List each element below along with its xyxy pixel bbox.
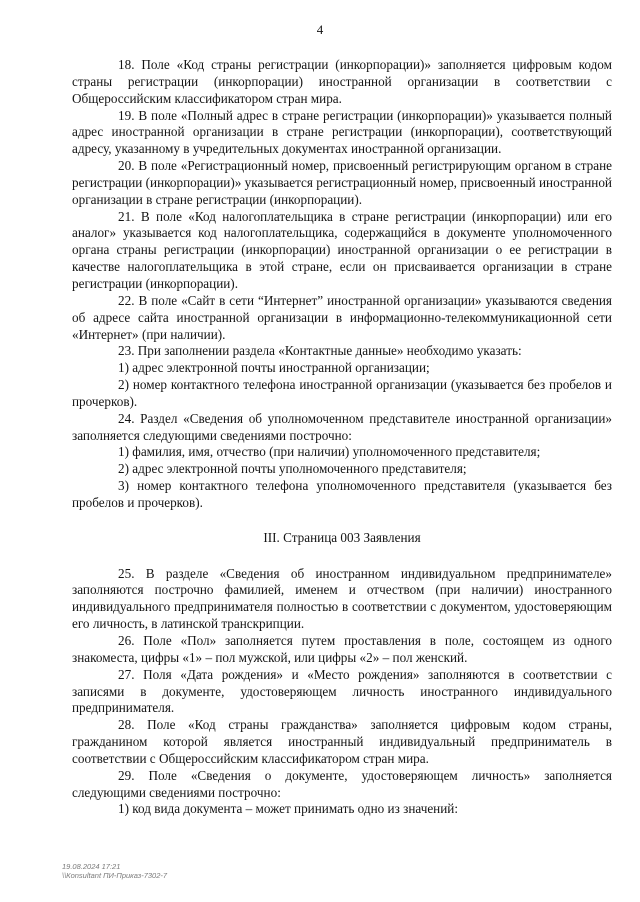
paragraph-24: 24. Раздел «Сведения об уполномоченном представителе иностранной организации» заполняется следующими сведениями построчно: bbox=[72, 410, 612, 443]
paragraph-20: 20. В поле «Регистрационный номер, присвоенный регистрирующим органом в стране регистрации (инкорпорации)» указывается регистрационный номер, присвоенный иностранной организации в стране регистрации (инкорпорации). bbox=[72, 158, 612, 207]
list-item: 1) адрес электронной почты иностранной организации; bbox=[118, 360, 430, 376]
page-number: 4 bbox=[316, 22, 324, 37]
paragraph-18: 18. Поле «Код страны регистрации (инкорпорации)» заполняется цифровым кодом страны регистрации (инкорпорации) иностранной организации в соответствии с Общероссийским классификатором стран мира. bbox=[72, 57, 612, 106]
footer-timestamp: 19.08.2024 17:21 bbox=[62, 862, 121, 871]
paragraph-29: 29. Поле «Сведения о документе, удостоверяющем личность» заполняется следующими сведениями построчно: bbox=[72, 767, 612, 800]
paragraph-26: 26. Поле «Пол» заполняется путем проставления в поле, состоящем из одного знакоместа, цифры «1» – пол мужской, или цифры «2» – пол женский. bbox=[72, 633, 612, 665]
document-body bbox=[72, 57, 612, 818]
list-item: 3) номер контактного телефона уполномоченного представителя (указывается без пробелов и прочерков). bbox=[72, 478, 612, 510]
paragraph-28: 28. Поле «Код страны гражданства» заполняется цифровым кодом страны, гражданином которой является иностранный индивидуальный предприниматель в соответствии с Общероссийским классификатором стран мира. bbox=[72, 717, 612, 766]
footer-file-path: \\Кonsultant ПИ-Приказ-7302-7 bbox=[62, 871, 168, 880]
paragraph-25: 25. В разделе «Сведения об иностранном индивидуальном предпринимателе» заполняются построчно фамилией, именем и отчеством (при наличии) иностранного индивидуального предпринимателя полностью в соответствии с документом, удостоверяющим его личность, в латинской транскрипции. bbox=[72, 565, 612, 632]
paragraph-23: 23. При заполнении раздела «Контактные данные» необходимо указать: bbox=[118, 343, 522, 359]
list-item: 2) адрес электронной почты уполномоченного представителя; bbox=[118, 461, 467, 477]
paragraph-22: 22. В поле «Сайт в сети “Интернет” иностранной организации» указываются сведения об адресе сайта иностранной организации в информационно-телекоммуникационной сети «Интернет» (при наличии). bbox=[72, 292, 612, 342]
list-item: 2) номер контактного телефона иностранной организации (указывается без пробелов и прочерков). bbox=[72, 377, 612, 409]
paragraph-27: 27. Поля «Дата рождения» и «Место рождения» заполняются в соответствии с записями в документе, удостоверяющем личность иностранного индивидуального предпринимателя. bbox=[72, 666, 612, 716]
section-heading: III. Страница 003 Заявления bbox=[263, 529, 421, 545]
list-item: 1) фамилия, имя, отчество (при наличии) уполномоченного представителя; bbox=[118, 444, 541, 460]
footer-stamp bbox=[62, 862, 167, 880]
list-item: 1) код вида документа – может принимать одно из значений: bbox=[118, 801, 459, 817]
paragraph-21: 21. В поле «Код налогоплательщика в стране регистрации (инкорпорации) или его аналог» указывается код налогоплательщика, содержащийся в документе уполномоченного органа страны регистрации (инкорпорации) иностранной организации о ее регистрации в качестве налогоплательщика в этой стране, если он присваивается организации в стране регистрации (инкорпорации). bbox=[72, 208, 612, 291]
paragraph-19: 19. В поле «Полный адрес в стране регистрации (инкорпорации)» указывается полный адрес иностранной организации в стране регистрации (инкорпорации), соответствующий адресу, указанному в учредительных документах иностранной организации. bbox=[72, 107, 612, 157]
